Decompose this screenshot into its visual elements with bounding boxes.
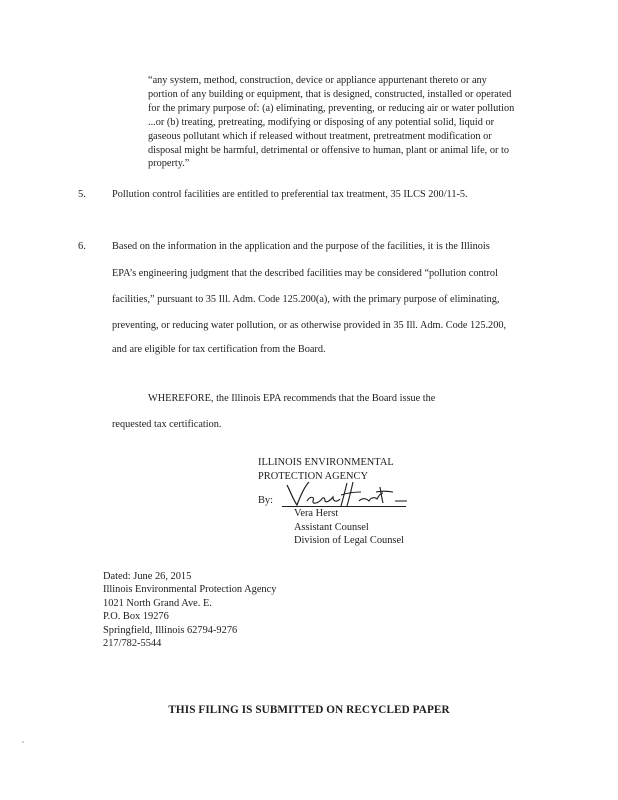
quote-line: disposal might be harmful, detrimental or offensive to human, plant or animal life, or to <box>148 144 509 156</box>
scan-speck <box>22 741 24 743</box>
phone-line: 217/782-5544 <box>103 638 162 650</box>
signer-division: Division of Legal Counsel <box>294 535 404 547</box>
handwritten-signature <box>283 479 413 509</box>
item-6-line: Based on the information in the application and the purpose of the facilities, it is the Illinois <box>112 241 490 252</box>
item-6-line: facilities,” pursuant to 35 Ill. Adm. Code 125.200(a), with the primary purpose of eliminating, <box>112 294 500 305</box>
item-6-line: preventing, or reducing water pollution, or as otherwise provided in 35 Ill. Adm. Code 125.200, <box>112 320 507 331</box>
quote-line: for the primary purpose of: (a) eliminating, preventing, or reducing air or water pollution <box>148 102 515 114</box>
agency-line: PROTECTION AGENCY <box>258 470 368 482</box>
item-5-text: Pollution control facilities are entitled to preferential tax treatment, 35 ILCS 200/11-5. <box>112 189 468 200</box>
item-5-number: 5. <box>78 189 86 200</box>
by-label: By: <box>258 495 274 506</box>
quote-line: property.” <box>148 158 190 170</box>
item-6-line: and are eligible for tax certification from the Board. <box>112 344 326 355</box>
wherefore-line: requested tax certification. <box>112 419 222 430</box>
signer-details <box>294 507 404 548</box>
item-6-number: 6. <box>78 241 86 252</box>
address-line: 1021 North Grand Ave. E. <box>103 597 212 609</box>
quote-line: “any system, method, construction, device or appliance appurtenant thereto or any <box>148 75 487 86</box>
address-line: P.O. Box 19276 <box>103 611 169 623</box>
quoted-definition <box>148 74 553 171</box>
item-6-line: EPA’s engineering judgment that the described facilities may be considered “pollution control <box>112 268 498 279</box>
quote-line: ...or (b) treating, pretreating, modifying or disposing of any potential solid, liquid or <box>148 116 495 128</box>
dated-address-block <box>103 570 276 650</box>
wherefore-line: WHEREFORE, the Illinois EPA recommends that the Board issue the <box>148 393 436 404</box>
address-line: Springfield, Illinois 62794-9276 <box>103 624 238 636</box>
signer-name: Vera Herst <box>294 508 339 519</box>
address-line: Illinois Environmental Protection Agency <box>103 584 277 596</box>
recycled-paper-footer: THIS FILING IS SUBMITTED ON RECYCLED PAPER <box>168 704 450 716</box>
agency-line: ILLINOIS ENVIRONMENTAL <box>258 457 394 468</box>
dated-line: Dated: June 26, 2015 <box>103 571 192 582</box>
signer-title: Assistant Counsel <box>294 521 369 533</box>
quote-line: portion of any building or equipment, that is designed, constructed, installed or operated <box>148 88 512 100</box>
quote-line: gaseous pollutant which if released without treatment, pretreatment modification or <box>148 130 492 142</box>
